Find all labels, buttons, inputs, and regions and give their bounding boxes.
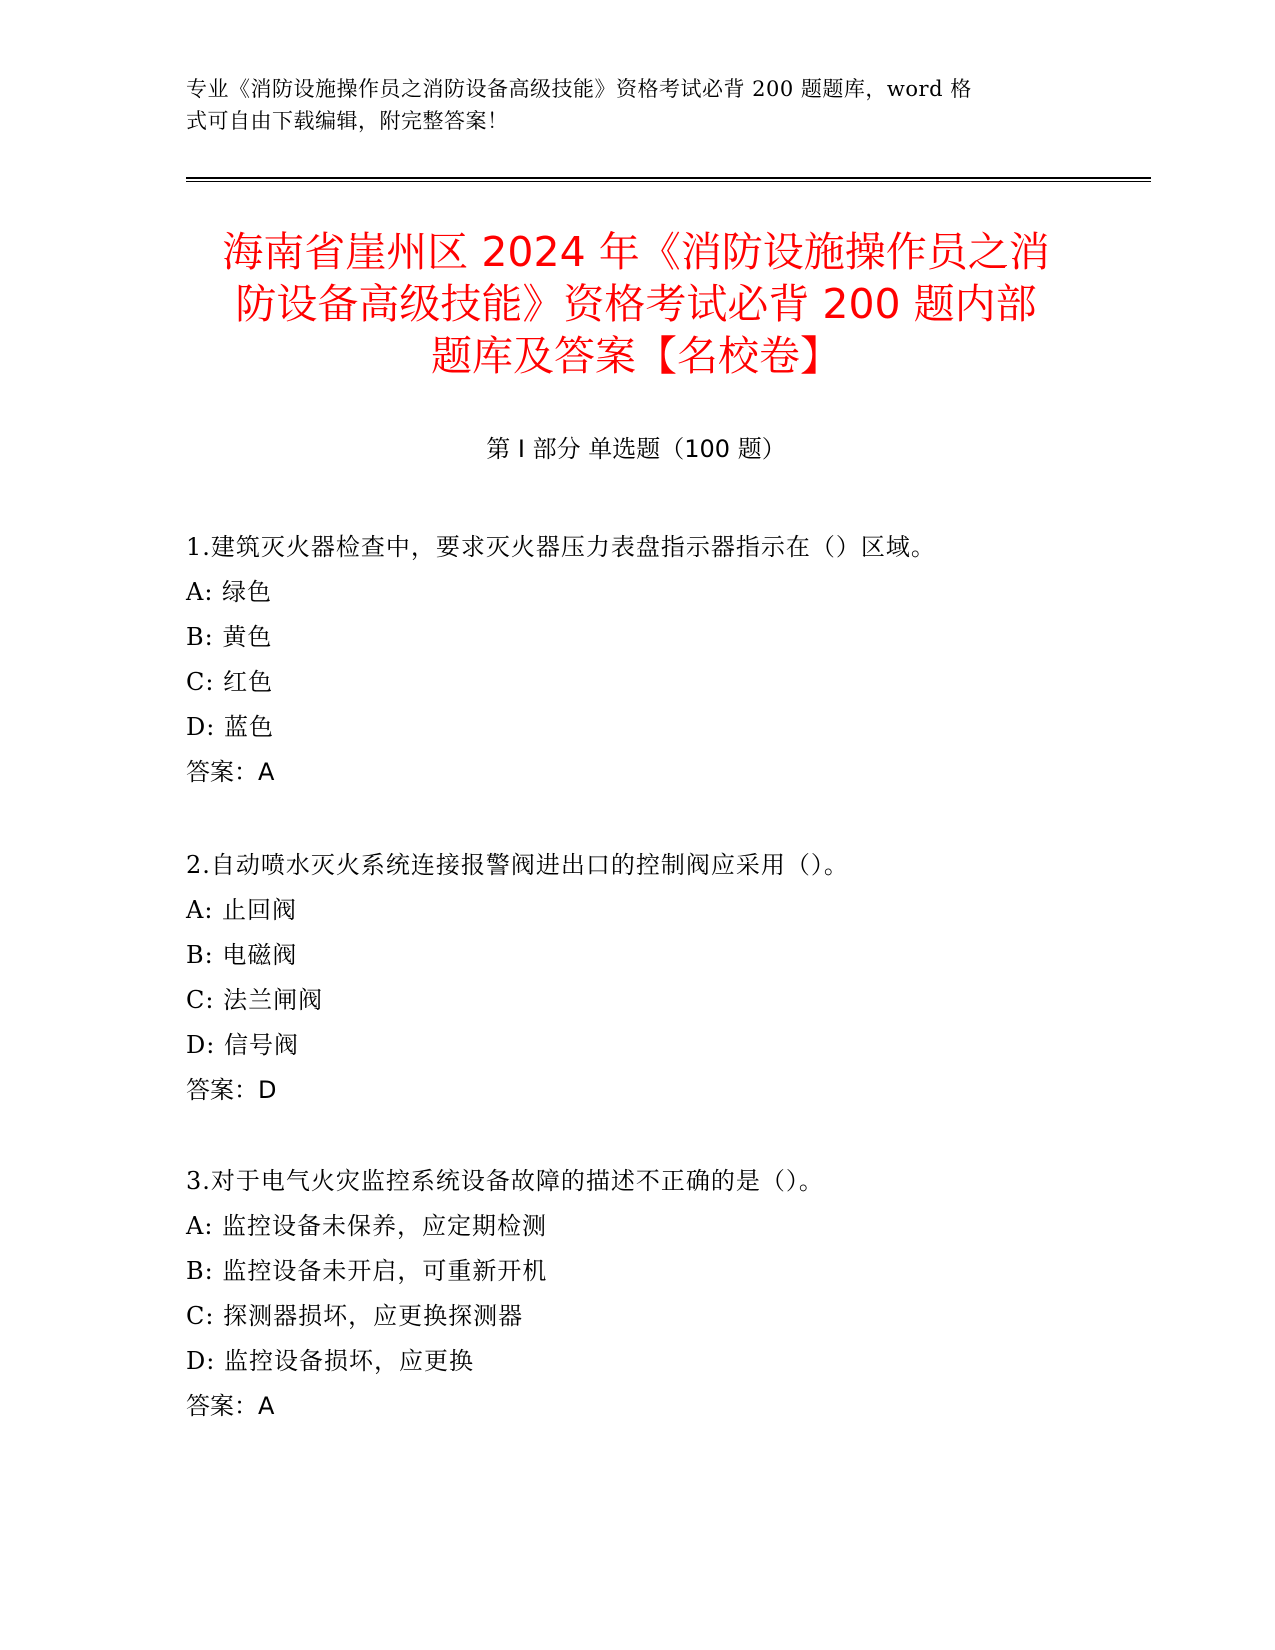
title-line-3: 题库及答案【名校卷】 (431, 332, 841, 380)
option-a: A: 止回阀 (186, 896, 298, 924)
option-c: C: 探测器损坏，应更换探测器 (186, 1302, 524, 1330)
option-c: C: 红色 (186, 668, 274, 696)
header-note (186, 73, 1066, 137)
option-b: B: 监控设备未开启，可重新开机 (186, 1257, 548, 1285)
option-b: B: 黄色 (186, 623, 273, 651)
section-title: 第 I 部分 单选题（100 题） (486, 435, 786, 463)
option-a: A: 绿色 (186, 578, 273, 606)
option-d: D: 蓝色 (186, 713, 274, 741)
header-divider-thick (186, 177, 1151, 179)
title-line-2: 防设备高级技能》资格考试必背 200 题内部 (235, 280, 1037, 328)
title-line-1: 海南省崖州区 2024 年《消防设施操作员之消 (222, 228, 1050, 276)
question-stem: 1.建筑灭火器检查中，要求灭火器压力表盘指示器指示在（）区域。 (186, 533, 936, 561)
question-2 (186, 843, 1186, 1113)
option-d: D: 监控设备损坏，应更换 (186, 1347, 474, 1375)
option-d: D: 信号阀 (186, 1031, 299, 1059)
answer: 答案：A (186, 1392, 275, 1420)
question-1 (186, 525, 1186, 795)
header-note-line-2: 式可自由下载编辑，附完整答案！ (186, 109, 509, 133)
question-stem: 3.对于电气火灾监控系统设备故障的描述不正确的是（）。 (186, 1167, 824, 1195)
answer: 答案：D (186, 1076, 277, 1104)
question-stem: 2.自动喷水灭火系统连接报警阀进出口的控制阀应采用（）。 (186, 851, 849, 879)
option-c: C: 法兰闸阀 (186, 986, 324, 1014)
option-b: B: 电磁阀 (186, 941, 298, 969)
answer: 答案：A (186, 758, 275, 786)
header-note-line-1: 专业《消防设施操作员之消防设备高级技能》资格考试必背 200 题题库，word 格 (186, 77, 972, 101)
document-title (186, 226, 1086, 382)
question-3 (186, 1159, 1186, 1429)
header-divider-thin (186, 181, 1151, 182)
option-a: A: 监控设备未保养，应定期检测 (186, 1212, 548, 1240)
